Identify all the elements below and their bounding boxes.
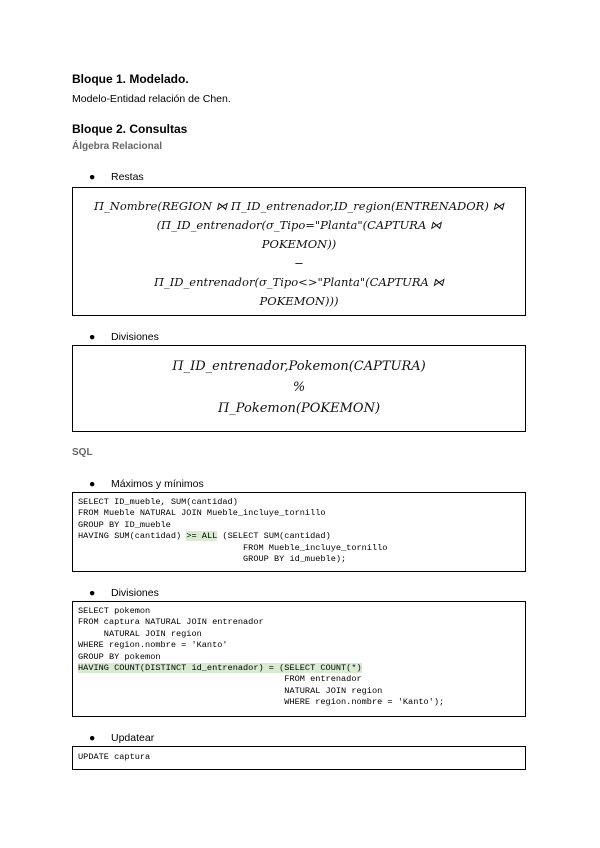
- code-line: SELECT ID_mueble, SUM(cantidad): [78, 497, 238, 507]
- bullet-restas: [89, 171, 144, 183]
- bullet-divisiones-algebra: [89, 331, 159, 343]
- maximos-code: [73, 493, 525, 565]
- divisiones-code-box: [72, 601, 526, 717]
- code-line: NATURAL JOIN region: [78, 685, 383, 696]
- restas-formula: [73, 188, 525, 311]
- formula-line: POKEMON)): [261, 237, 337, 251]
- bullet-maximos: [89, 478, 204, 490]
- code-segment: HAVING SUM(cantidad): [78, 531, 187, 542]
- code-line: GROUP BY ID_mueble: [78, 519, 171, 530]
- maximos-label: Máximos y mínimos: [111, 478, 204, 490]
- bullet-dot: ●: [89, 732, 96, 744]
- updatear-code-box: [72, 746, 526, 770]
- divisiones-sql-label: Divisiones: [111, 587, 159, 599]
- code-line: WHERE region.nombre = 'Kanto': [78, 640, 228, 651]
- code-line: GROUP BY pokemon: [78, 651, 161, 662]
- code-line: NATURAL JOIN region: [78, 628, 202, 639]
- bullet-updatear: [89, 732, 154, 744]
- block1-title: Bloque 1. Modelado.: [72, 72, 189, 86]
- code-line: FROM captura NATURAL JOIN entrenador: [78, 617, 264, 628]
- formula-line: −: [294, 256, 304, 270]
- divisiones-code: [73, 602, 525, 709]
- bullet-dot: ●: [89, 587, 96, 599]
- formula-line: (Π_ID_entrenador(σ_Tipo="Planta"(CAPTURA ⋈: [156, 218, 442, 232]
- code-line: [78, 531, 525, 542]
- maximos-code-box: [72, 492, 526, 572]
- formula-line: POKEMON))): [259, 294, 339, 308]
- divisiones-formula: [73, 346, 525, 419]
- divisiones-formula-box: [72, 345, 526, 432]
- code-line: GROUP BY id_mueble);: [78, 554, 347, 565]
- code-line: WHERE region.nombre = 'Kanto');: [78, 697, 445, 708]
- formula-line: Π_ID_entrenador,Pokemon(CAPTURA): [172, 359, 426, 374]
- formula-line: Π_ID_entrenador(σ_Tipo<>"Planta"(CAPTURA ⋈: [153, 275, 444, 289]
- bullet-dot: ●: [89, 331, 96, 343]
- block2-title: Bloque 2. Consultas: [72, 122, 188, 136]
- code-segment: (SELECT SUM(cantidad): [217, 531, 331, 542]
- divisiones-algebra-label: Divisiones: [111, 331, 159, 343]
- highlighted-having-clause: HAVING COUNT(DISTINCT id_entrenador) = (SELECT COUNT(*): [78, 663, 362, 674]
- code-line: [78, 663, 525, 674]
- code-line: FROM Mueble_incluye_tornillo: [78, 542, 388, 553]
- bullet-divisiones-sql: [89, 587, 159, 599]
- sql-heading: SQL: [72, 447, 93, 458]
- code-line: FROM entrenador: [78, 674, 362, 685]
- updatear-code: UPDATE captura: [78, 752, 151, 762]
- restas-label: Restas: [111, 171, 144, 183]
- restas-formula-box: [72, 187, 526, 316]
- algebra-heading: Álgebra Relacional: [72, 141, 163, 152]
- updatear-label: Updatear: [111, 732, 155, 744]
- formula-line: Π_Pokemon(POKEMON): [217, 401, 381, 416]
- code-line: SELECT pokemon: [78, 606, 151, 616]
- highlighted-operator: >= ALL: [186, 531, 218, 542]
- code-line: FROM Mueble NATURAL JOIN Mueble_incluye_tornillo: [78, 508, 326, 519]
- formula-line: Π_Nombre(REGION ⋈ Π_ID_entrenador,ID_region(ENTRENADOR) ⋈: [94, 199, 504, 213]
- bullet-dot: ●: [89, 478, 96, 490]
- formula-line: %: [292, 380, 306, 395]
- block1-text: Modelo-Entidad relación de Chen.: [72, 93, 231, 105]
- bullet-dot: ●: [89, 171, 96, 183]
